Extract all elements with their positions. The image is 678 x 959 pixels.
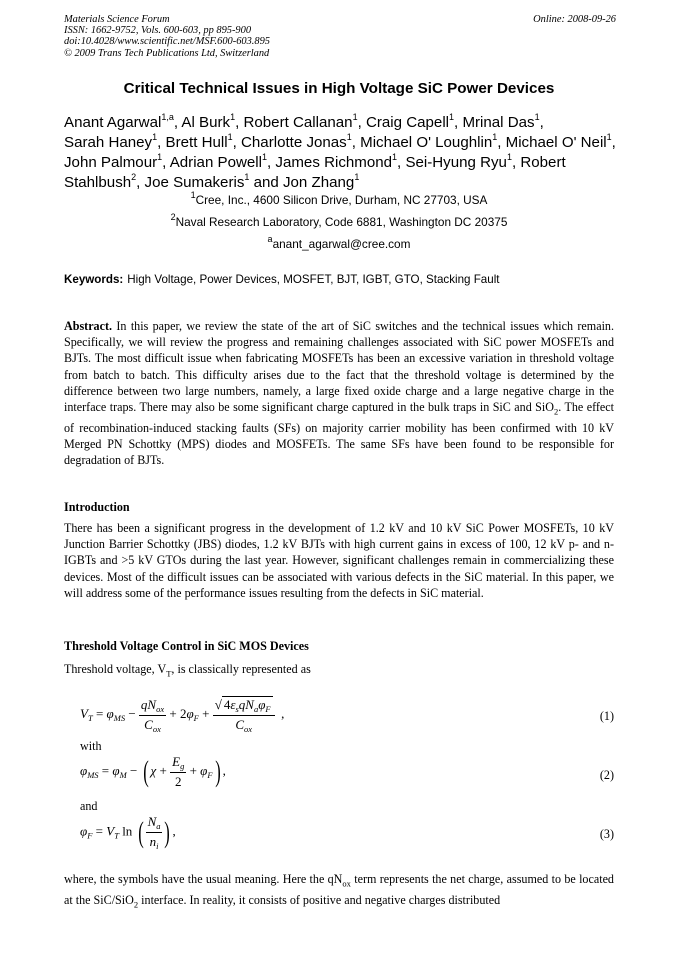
journal-name: Materials Science Forum: [64, 14, 170, 25]
equation-3: $\varphi_F = V_T$ ln ( $\frac{N_a}{n_i}$ ) ,: [80, 814, 176, 851]
affiliation-1: $^1$Cree, Inc., 4600 Silicon Drive, Durham, NC 27703, USA: [190, 190, 488, 207]
introduction-paragraph: There has been a significant progress in the development of 1.2 kV and 10 kV SiC Power MOSFETs, 10 kV Junction Barrier Schottky (JBS) diodes, 1.2 kV BJTs with high current gains in excess of 100, 12 kV p- and n- IGBTs and >5 kV GTOs during the last year. However, significant challenges remain in commercializing these devices. Most of the difficult issues can be associated with various defects in the SiC material. In this paper, we will address some of the performance issues resulting from the defects in SiC material.: [64, 521, 614, 600]
paper-title: Critical Technical Issues in High Voltage SiC Power Devices: [123, 80, 555, 97]
introduction-heading: Introduction: [64, 500, 130, 514]
abstract-label: Abstract.: [64, 319, 113, 333]
threshold-paragraph: where, the symbols have the usual meaning. Here the $qN_{ox}$ term represents the net charge, assumed to be located at the SiC/SiO$_2$ interface. In reality, it consists of positive and negative charges distributed: [64, 872, 614, 910]
equation-3-number: (3): [599, 827, 614, 841]
abstract-paragraph: Abstract. In this paper, we review the state of the art of SiC switches and the technical issues which remain. Specifically, we will review the progress and remaining challenges associated with SiC power MOSFETs and BJTs. The most difficult issue when fabricating MOSFETs has been an excessive variation in threshold voltage from batch to batch. This difficulty arises due to the fact that the threshold voltage is determined by the difference between two large numbers, namely, a large fixed oxide charge and a large negative charge in the interface traps. There may also be some significant charge captured in the bulk traps in SiC and SiO$_2$. The effect of recombination-induced stacking faults (SFs) on majority carrier mobility has been confirmed with 10 kV Merged PN Schottky (MPS) diodes and MOSFETs. The same SFs have been found to be responsible for degradation of BJTs.: [64, 319, 615, 468]
and-word: and: [80, 799, 98, 813]
with-word: with: [80, 739, 102, 753]
author-line-2: Sarah Haney$^1$, Brett Hull$^1$, Charlotte Jonas$^1$, Michael O' Loughlin$^1$, Michael O' Neil$^1$, John Palmour$^1$, Adrian Powell$^1$, James Richmond$^1$, Sei-Hyung Ryu$^1$, Robert Stahlbush$^2$, Joe Sumakeris$^1$ and Jon Zhang$^1$: [64, 131, 616, 191]
threshold-heading: Threshold Voltage Control in SiC MOS Devices: [64, 639, 309, 653]
author-line-1: Anant Agarwal$^{1,a}$, Al Burk$^1$, Robert Callanan$^1$, Craig Capell$^1$, Mrinal Das$^1$,: [64, 111, 544, 131]
author-list: [64, 113, 624, 193]
journal-header: [64, 14, 616, 59]
author-email: $^a$anant_agarwal@cree.com: [267, 234, 411, 251]
equation-2: $\varphi_{MS} = \varphi_M$ − ( χ + $\frac{E_g}{2}$ + $\varphi_F$) ,: [80, 754, 226, 789]
threshold-intro: Threshold voltage, $V_T$, is classically represented as: [64, 662, 311, 679]
equation-1: $V_T = \varphi_{MS}$ − $\frac{qN_{ox}}{C_{ox}}$ + $2\varphi_F$ + $\frac{√ 4\varepsilon_sqN_a\varphi_F}{C_{ox}}$ ,: [80, 696, 285, 734]
equation-1-number: (1): [599, 709, 614, 723]
journal-copyright: © 2009 Trans Tech Publications Ltd, Switzerland: [64, 47, 270, 59]
affiliation-2: $^2$Naval Research Laboratory, Code 6881, Washington DC 20375: [170, 212, 508, 229]
keywords: Keywords: High Voltage, Power Devices, MOSFET, BJT, IGBT, GTO, Stacking Fault: [64, 273, 500, 286]
equation-2-number: (2): [599, 768, 614, 782]
online-date: Online: 2008-09-26: [533, 14, 616, 25]
journal-doi: doi:10.4028/www.scientific.net/MSF.600-603.895: [64, 36, 270, 48]
journal-issn: ISSN: 1662-9752, Vols. 600-603, pp 895-900: [64, 25, 252, 37]
